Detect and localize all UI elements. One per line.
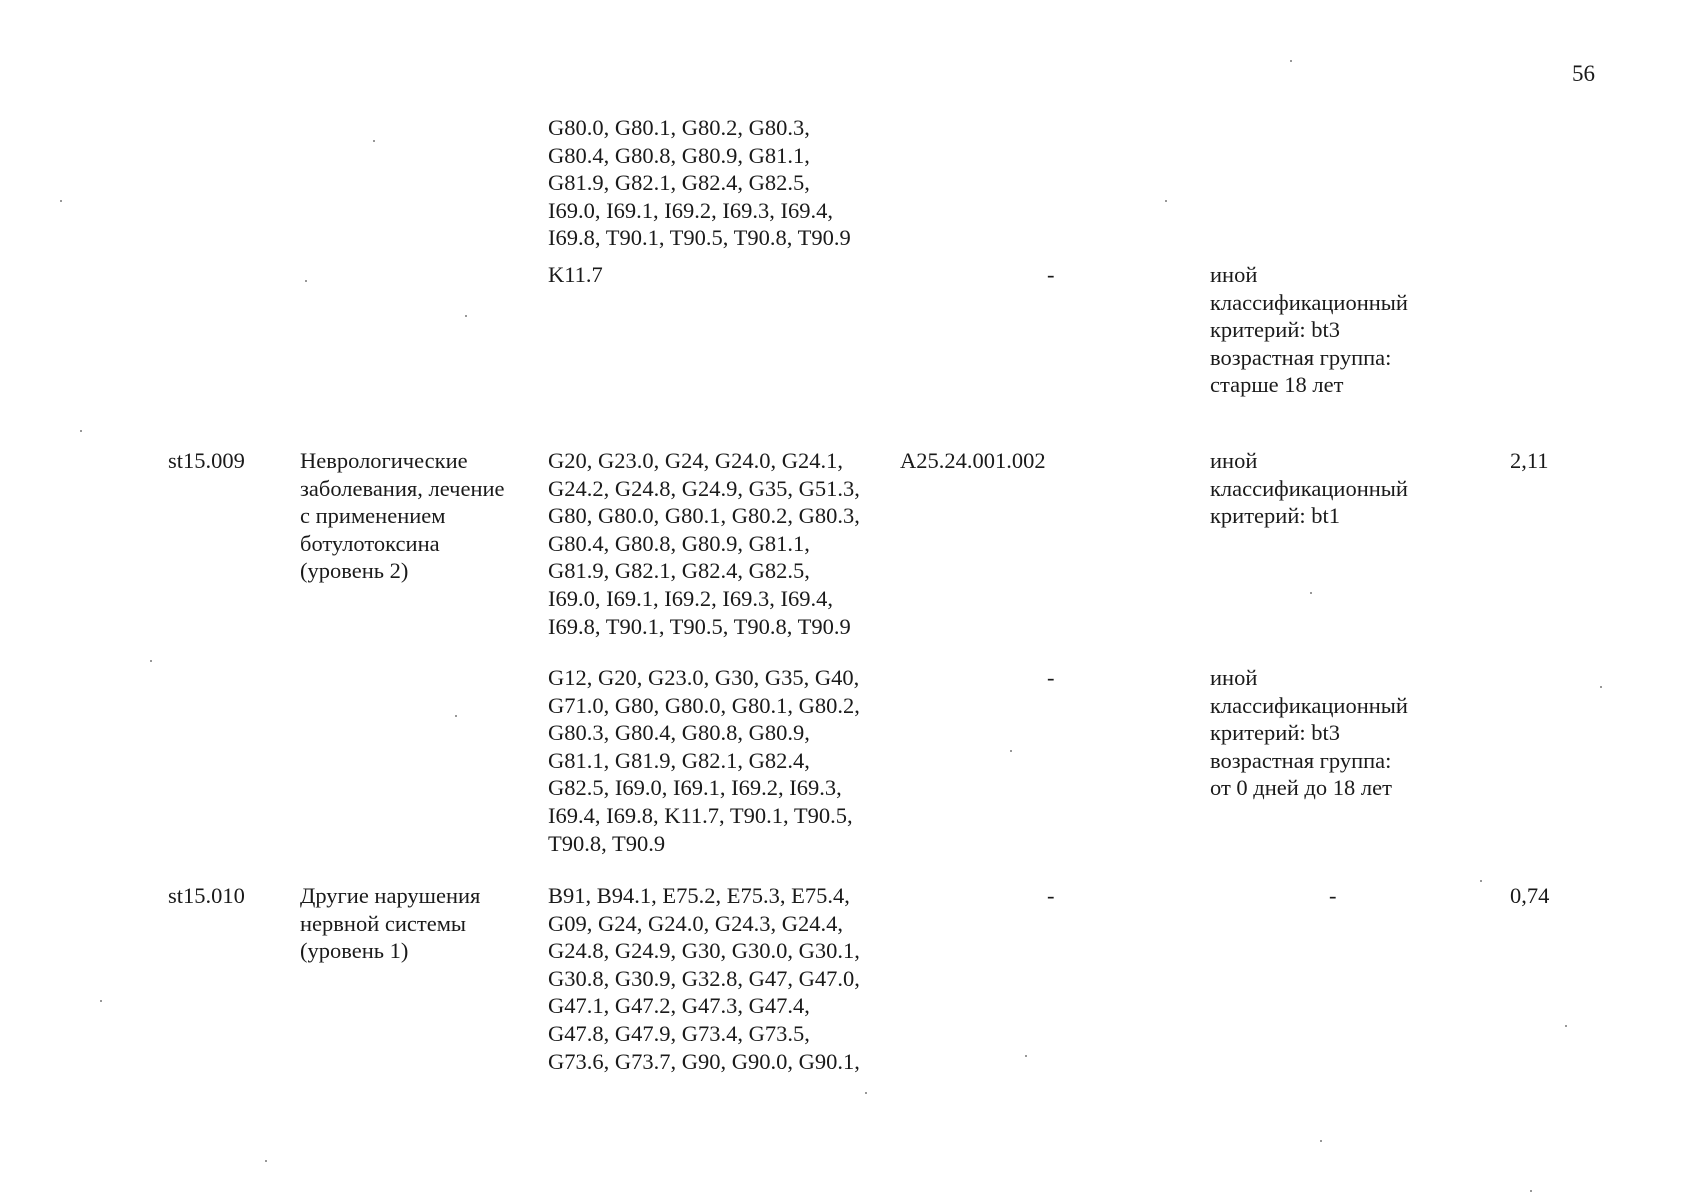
diagnosis-codes: B91, B94.1, E75.2, E75.3, E75.4, G09, G24, G24.0, G24.3, G24.4, G24.8, G24.9, G30, G30.0, G30.1, G30.8, G30.9, G32.8, G47, G47.0, G47.1, G47.2, G47.3, G47.4, G47.8, G47.9, G73.4, G73.5, G73.6, G73.7, G90, G90.0, G90.1, [548, 883, 860, 1074]
classification-criteria: иной классификационный критерий: bt3 возрастная группа: от 0 дней до 18 лет [1210, 665, 1408, 801]
ksg-name: Другие нарушения нервной системы (уровень 1) [300, 883, 481, 964]
service-code: A25.24.001.002 [900, 448, 1046, 473]
diagnosis-codes: K11.7 [548, 262, 603, 287]
classification-criteria: иной классификационный критерий: bt1 [1210, 448, 1408, 529]
page-number: 56 [1572, 61, 1595, 86]
service-code: - [1047, 262, 1055, 287]
ksg-code: st15.009 [168, 448, 245, 473]
diagnosis-codes: G80.0, G80.1, G80.2, G80.3, G80.4, G80.8, G80.9, G81.1, G81.9, G82.1, G82.4, G82.5, I69.0, I69.1, I69.2, I69.3, I69.4, I69.8, T90.1, T90.5, T90.8, T90.9 [548, 115, 851, 251]
classification-criteria: - [1329, 883, 1337, 908]
ksg-name: Неврологические заболевания, лечение с применением ботулотоксина (уровень 2) [300, 448, 505, 584]
service-code: - [1047, 665, 1055, 690]
ksg-code: st15.010 [168, 883, 245, 908]
diagnosis-codes: G12, G20, G23.0, G30, G35, G40, G71.0, G80, G80.0, G80.1, G80.2, G80.3, G80.4, G80.8, G80.9, G81.1, G81.9, G82.1, G82.4, G82.5, I69.0, I69.1, I69.2, I69.3, I69.4, I69.8, K11.7, T90.1, T90.5, T90.8, T90.9 [548, 665, 860, 856]
classification-criteria: иной классификационный критерий: bt3 возрастная группа: старше 18 лет [1210, 262, 1408, 398]
service-code: - [1047, 883, 1055, 908]
cost-coefficient: 2,11 [1510, 448, 1549, 473]
cost-coefficient: 0,74 [1510, 883, 1550, 908]
diagnosis-codes: G20, G23.0, G24, G24.0, G24.1, G24.2, G24.8, G24.9, G35, G51.3, G80, G80.0, G80.1, G80.2, G80.3, G80.4, G80.8, G80.9, G81.1, G81.9, G82.1, G82.4, G82.5, I69.0, I69.1, I69.2, I69.3, I69.4, I69.8, T90.1, T90.5, T90.8, T90.9 [548, 448, 860, 639]
